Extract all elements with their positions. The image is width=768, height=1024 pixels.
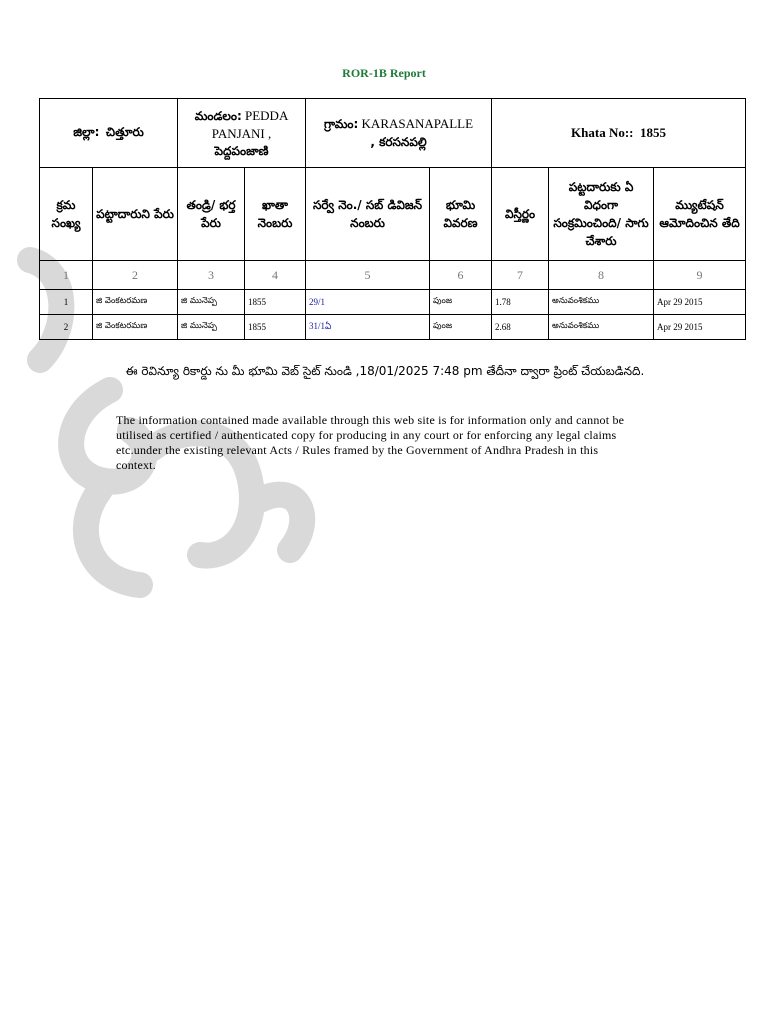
column-header: సర్వే నెం./ సబ్ డివిజన్ నంబరు: [306, 168, 430, 261]
column-number: 3: [178, 261, 245, 290]
column-header: ఖాతా నెంబరు: [245, 168, 306, 261]
column-number-row: [40, 261, 746, 290]
father-name: జి మునెప్ప: [178, 290, 245, 315]
district-value: చిత్తూరు: [105, 125, 144, 139]
column-number: 2: [93, 261, 178, 290]
khata-number: 1855: [245, 290, 306, 315]
mandal-cell: [178, 99, 306, 168]
khata-label: Khata No::: [571, 125, 634, 140]
survey-number[interactable]: 31/1ఏ: [309, 320, 332, 331]
village-label: గ్రామం:: [324, 117, 359, 131]
column-header: తండ్రి/ భర్త పేరు: [178, 168, 245, 261]
mandal-value-telugu: పెద్దపంజాణి: [214, 143, 269, 158]
land-type: పుంజ: [430, 290, 492, 315]
survey-number-link[interactable]: [306, 315, 430, 340]
column-number: 9: [654, 261, 746, 290]
column-number: 6: [430, 261, 492, 290]
district-cell: [40, 99, 178, 168]
pattadar-name: జి వెంకటరమణ: [93, 315, 178, 340]
column-header: పట్టాదారుని పేరు: [93, 168, 178, 261]
column-header: విస్తీర్ణం: [492, 168, 549, 261]
father-name: జి మునెప్ప: [178, 315, 245, 340]
survey-number[interactable]: 29/1: [309, 297, 326, 307]
column-number: 4: [245, 261, 306, 290]
extent: 2.68: [492, 315, 549, 340]
khata-cell: [492, 99, 746, 168]
survey-number-link[interactable]: [306, 290, 430, 315]
column-number: 7: [492, 261, 549, 290]
column-header-row: [40, 168, 746, 261]
ror-table: [39, 98, 746, 340]
district-label: జిల్లా:: [73, 125, 100, 139]
table-row: [40, 290, 746, 315]
mutation-date: Apr 29 2015: [654, 315, 746, 340]
khata-value: 1855: [640, 125, 667, 140]
serial-number: 1: [40, 290, 93, 315]
land-type: పుంజ: [430, 315, 492, 340]
mutation-date: Apr 29 2015: [654, 290, 746, 315]
print-note: ఈ రెవిన్యూ రికార్డు ను మీ భూమి వెబ్ సైట్ నుండి ,18/01/2025 7:48 pm తేదీనా ద్వారా ప్రింట్ చేయబడినది.: [125, 364, 645, 378]
pattadar-name: జి వెంకటరమణ: [93, 290, 178, 315]
acquisition-type: అనువంశికము: [549, 315, 654, 340]
mandal-label: మండలం:: [194, 108, 242, 123]
mandal-value: PEDDA PANJANI ,: [211, 107, 289, 141]
column-header: క్రమ సంఖ్య: [40, 168, 93, 261]
column-header: పట్టదారుకు ఏ విధంగా సంక్రమించింది/ సాగు చేశారు: [549, 168, 654, 261]
column-number: 8: [549, 261, 654, 290]
column-number: 1: [40, 261, 93, 290]
column-number: 5: [306, 261, 430, 290]
table-row: [40, 315, 746, 340]
extent: 1.78: [492, 290, 549, 315]
acquisition-type: అనువంశికము: [549, 290, 654, 315]
village-value: KARASANAPALLE: [361, 116, 474, 131]
disclaimer-text: The information contained made available through this web site is for information only and cannot be utilised as certified / authenticated copy for producing in any court or for enforcing any legal claims etc.under the existing relevant Acts / Rules framed by the Government of Andhra Pradesh in this context.: [116, 413, 625, 472]
serial-number: 2: [40, 315, 93, 340]
village-value-telugu: , కరసనపల్లి: [370, 135, 427, 149]
location-header-row: [40, 99, 746, 168]
report-title: ROR-1B Report: [342, 66, 426, 80]
khata-number: 1855: [245, 315, 306, 340]
column-header: భూమి వివరణ: [430, 168, 492, 261]
column-header: మ్యుటేషన్ ఆమోదించిన తేది: [654, 168, 746, 261]
village-cell: [306, 99, 492, 168]
